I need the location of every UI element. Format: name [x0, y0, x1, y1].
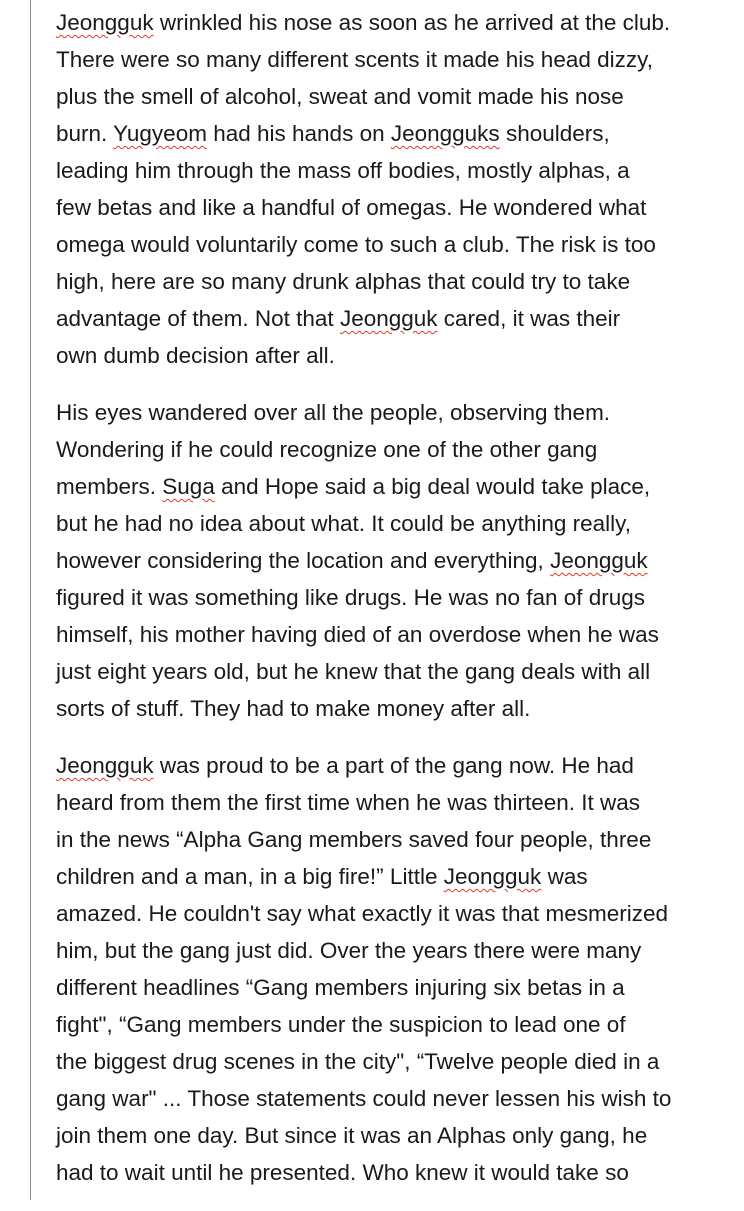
text-line	[56, 468, 696, 505]
paragraph	[56, 4, 696, 374]
text-run: just eight years old, but he knew that the gang deals with all	[56, 659, 651, 684]
text-run: but he had no idea about what. It could be anything really,	[56, 511, 631, 536]
text-line	[56, 394, 696, 431]
spelling-flagged-word: Jeongguk	[443, 864, 542, 889]
text-run: fight", “Gang members under the suspicion to lead one of	[56, 1012, 626, 1037]
text-line	[56, 932, 696, 969]
text-run: cared, it was their	[437, 306, 621, 331]
text-run: advantage of them. Not that	[56, 306, 340, 331]
spelling-flagged-word: Jeongguk	[550, 548, 648, 573]
text-line	[56, 4, 696, 41]
text-run: There were so many different scents it made his head dizzy,	[56, 47, 653, 72]
text-run: was proud to be a part of the gang now. He had	[153, 753, 634, 778]
spelling-flagged-word: Jeongguk	[56, 753, 154, 778]
text-line	[56, 969, 696, 1006]
text-line	[56, 784, 696, 821]
text-line	[56, 1043, 696, 1080]
text-run: and Hope said a big deal would take place,	[214, 474, 651, 499]
text-run: had his hands on	[206, 121, 391, 146]
text-line	[56, 747, 696, 784]
text-run: join them one day. But since it was an Alphas only gang, he	[56, 1123, 648, 1148]
text-run: shoulders,	[499, 121, 610, 146]
text-line	[56, 542, 696, 579]
text-run: himself, his mother having died of an overdose when he was	[56, 622, 659, 647]
text-run: figured it was something like drugs. He was no fan of drugs	[56, 585, 646, 610]
text-run: leading him through the mass off bodies, mostly alphas, a	[56, 158, 630, 183]
text-line	[56, 1154, 696, 1191]
text-line	[56, 78, 696, 115]
text-line	[56, 431, 696, 468]
text-run: high, here are so many drunk alphas that could try to take	[56, 269, 631, 294]
text-run: His eyes wandered over all the people, observing them.	[56, 400, 611, 425]
text-line	[56, 1006, 696, 1043]
spelling-flagged-word: Jeongguk	[339, 306, 438, 331]
text-line	[56, 263, 696, 300]
text-line	[56, 579, 696, 616]
text-run: few betas and like a handful of omegas. He wondered what	[56, 195, 647, 220]
text-line	[56, 858, 696, 895]
text-run: was	[541, 864, 588, 889]
text-run: amazed. He couldn't say what exactly it was that mesmerized	[56, 901, 669, 926]
text-run: the biggest drug scenes in the city", “Twelve people died in a	[56, 1049, 660, 1074]
text-run: him, but the gang just did. Over the years there were many	[56, 938, 642, 963]
text-line	[56, 1117, 696, 1154]
text-line	[56, 41, 696, 78]
text-line	[56, 505, 696, 542]
text-run: burn.	[56, 121, 114, 146]
paragraph	[56, 394, 696, 727]
text-run: children and a man, in a big fire!” Little	[56, 864, 444, 889]
spelling-flagged-word: Jeongguk	[56, 10, 154, 35]
spelling-flagged-word: Suga	[162, 474, 215, 499]
text-line	[56, 821, 696, 858]
text-run: own dumb decision after all.	[56, 343, 335, 368]
text-run: omega would voluntarily come to such a club. The risk is too	[56, 232, 656, 257]
text-run: had to wait until he presented. Who knew it would take so	[56, 1160, 629, 1185]
text-run: gang war" ... Those statements could never lessen his wish to	[56, 1086, 672, 1111]
text-run: different headlines “Gang members injuring six betas in a	[56, 975, 625, 1000]
text-line	[56, 115, 696, 152]
text-run: wrinkled his nose as soon as he arrived at the club.	[153, 10, 671, 35]
text-run: however considering the location and everything,	[56, 548, 551, 573]
spelling-flagged-word: Yugyeom	[113, 121, 207, 146]
text-line	[56, 152, 696, 189]
text-run: Wondering if he could recognize one of the other gang	[56, 437, 598, 462]
text-line	[56, 653, 696, 690]
left-margin-rule	[30, 0, 31, 1200]
text-run: plus the smell of alcohol, sweat and vomit made his nose	[56, 84, 624, 109]
text-line	[56, 895, 696, 932]
text-line	[56, 1080, 696, 1117]
document-body	[56, 4, 696, 1211]
text-run: sorts of stuff. They had to make money after all.	[56, 696, 531, 721]
text-line	[56, 690, 696, 727]
text-run: members.	[56, 474, 163, 499]
text-line	[56, 226, 696, 263]
text-line	[56, 300, 696, 337]
text-line	[56, 337, 696, 374]
text-run: heard from them the first time when he was thirteen. It was	[56, 790, 641, 815]
spelling-flagged-word: Jeongguks	[390, 121, 500, 146]
text-line	[56, 189, 696, 226]
paragraph	[56, 747, 696, 1191]
text-line	[56, 616, 696, 653]
text-run: in the news “Alpha Gang members saved four people, three	[56, 827, 652, 852]
